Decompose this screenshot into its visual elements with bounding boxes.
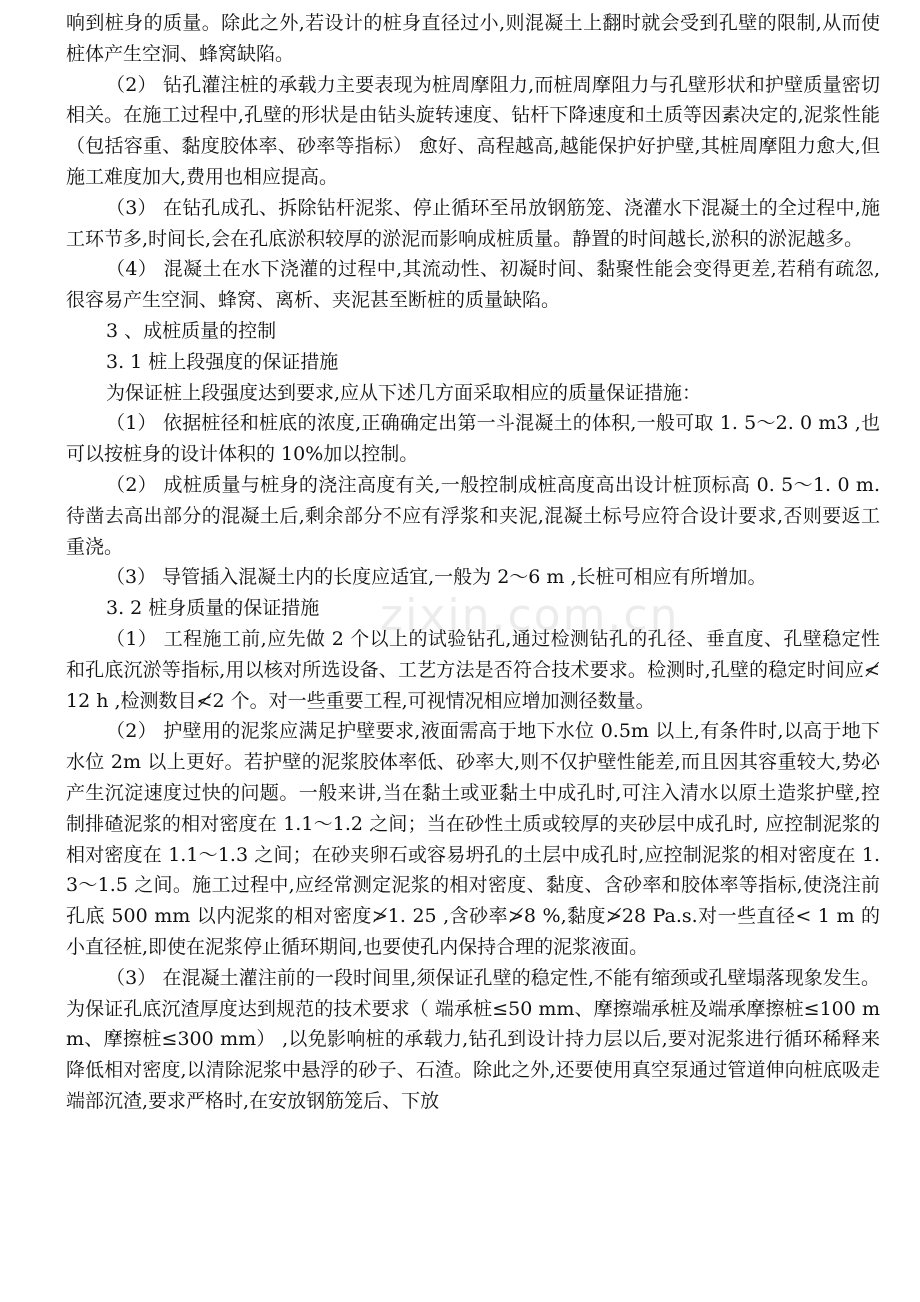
paragraph-item-4: （4） 混凝土在水下浇灌的过程中,其流动性、初凝时间、黏聚性能会变得更差,若稍有疏忽,很容易产生空洞、蜂窝、离析、夹泥甚至断桩的质量缺陷。: [66, 258, 880, 312]
paragraph-3-2-item-2: （2） 护壁用的泥浆应满足护壁要求,液面需高于地下水位 0.5m 以上,有条件时,以高于地下水位 2m 以上更好。若护壁的泥浆胶体率低、砂率大,则不仅护壁性能差,而且因其容重较大,势必产生沉淀速度过快的问题。一般来讲,当在黏土或亚黏土中成孔时,可注入清水以原土造浆护壁,控制排碴泥浆的相对密度在 1.1～1.2 之间；当在砂性土质或较厚的夹砂层中成孔时, 应控制泥浆的相对密度在 1.1～1.3 之间；在砂夹卵石或容易坍孔的土层中成孔时,应控制泥浆的相对密度在 1.3～1.5 之间。施工过程中,应经常测定泥浆的相对密度、黏度、含砂率和胶体率等指标,使浇注前孔底 500 mm 以内泥浆的相对密度≯1. 25 ,含砂率≯8 %,黏度≯28 Pa.s.对一些直径< 1 m 的小直径桩,即使在泥浆停止循环期间,也要使孔内保持合理的泥浆液面。: [66, 720, 880, 958]
subsection-heading-3-2: 3. 2 桩身质量的保证措施: [106, 597, 320, 620]
paragraph-3-2-item-3: （3） 在混凝土灌注前的一段时间里,须保证孔壁的稳定性,不能有缩颈或孔壁塌落现象发生。为保证孔底沉渣厚度达到规范的技术要求（ 端承桩≤50 mm、摩擦端承桩及端承摩擦桩≤100 mm、摩擦桩≤300 mm） ,以免影响桩的承载力,钻孔到设计持力层以后,要对泥浆进行循环稀释来降低相对密度,以清除泥浆中悬浮的砂子、石渣。除此之外,还要使用真空泵通过管道伸向桩底吸走端部沉渣,要求严格时,在安放钢筋笼后、下放: [66, 966, 880, 1112]
watermark-text: zixin.com.cn: [380, 590, 680, 641]
paragraph-item-2: （2） 钻孔灌注桩的承载力主要表现为桩周摩阻力,而桩周摩阻力与孔壁形状和护壁质量密切相关。在施工过程中,孔壁的形状是由钻头旋转速度、钻杆下降速度和土质等因素决定的,泥浆性能（包括容重、黏度胶体率、砂率等指标） 愈好、高程越高,越能保护好护壁,其桩周摩阻力愈大,但施工难度加大,费用也相应提高。: [66, 73, 880, 188]
paragraph-continuation: 响到桩身的质量。除此之外,若设计的桩身直径过小,则混凝土上翻时就会受到孔壁的限制,从而使桩体产生空洞、蜂窝缺陷。: [66, 12, 880, 65]
paragraph-3-2-item-1: （1） 工程施工前,应先做 2 个以上的试验钻孔,通过检测钻孔的孔径、垂直度、孔壁稳定性和孔底沉淤等指标,用以核对所选设备、工艺方法是否符合技术要求。检测时,孔壁的稳定时间应≮12 h ,检测数目≮2 个。对一些重要工程,可视情况相应增加测径数量。: [66, 627, 880, 712]
paragraph-intro: 为保证桩上段强度达到要求,应从下述几方面采取相应的质量保证措施：: [106, 381, 702, 404]
paragraph-3-1-item-2: （2） 成桩质量与桩身的浇注高度有关,一般控制成桩高度高出设计桩顶标高 0. 5～1. 0 m.待凿去高出部分的混凝土后,剩余部分不应有浮浆和夹泥,混凝土标号应符合设计要求,否则要返工重浇。: [66, 473, 880, 558]
paragraph-item-3: （3） 在钻孔成孔、拆除钻杆泥浆、停止循环至吊放钢筋笼、浇灌水下混凝土的全过程中,施工环节多,时间长,会在孔底淤积较厚的淤泥而影响成桩质量。静置的时间越长,淤积的淤泥越多。: [66, 196, 880, 250]
section-heading-3: 3 、成桩质量的控制: [106, 319, 277, 342]
paragraph-3-1-item-3: （3） 导管插入混凝土内的长度应适宜,一般为 2～6 m ,长桩可相应有所增加。: [106, 566, 767, 589]
subsection-heading-3-1: 3. 1 桩上段强度的保证措施: [106, 350, 339, 373]
paragraph-3-1-item-1: （1） 依据桩径和桩底的浓度,正确确定出第一斗混凝土的体积,一般可取 1. 5～2. 0 m3 ,也可以按桩身的设计体积的 10%加以控制。: [66, 412, 880, 466]
